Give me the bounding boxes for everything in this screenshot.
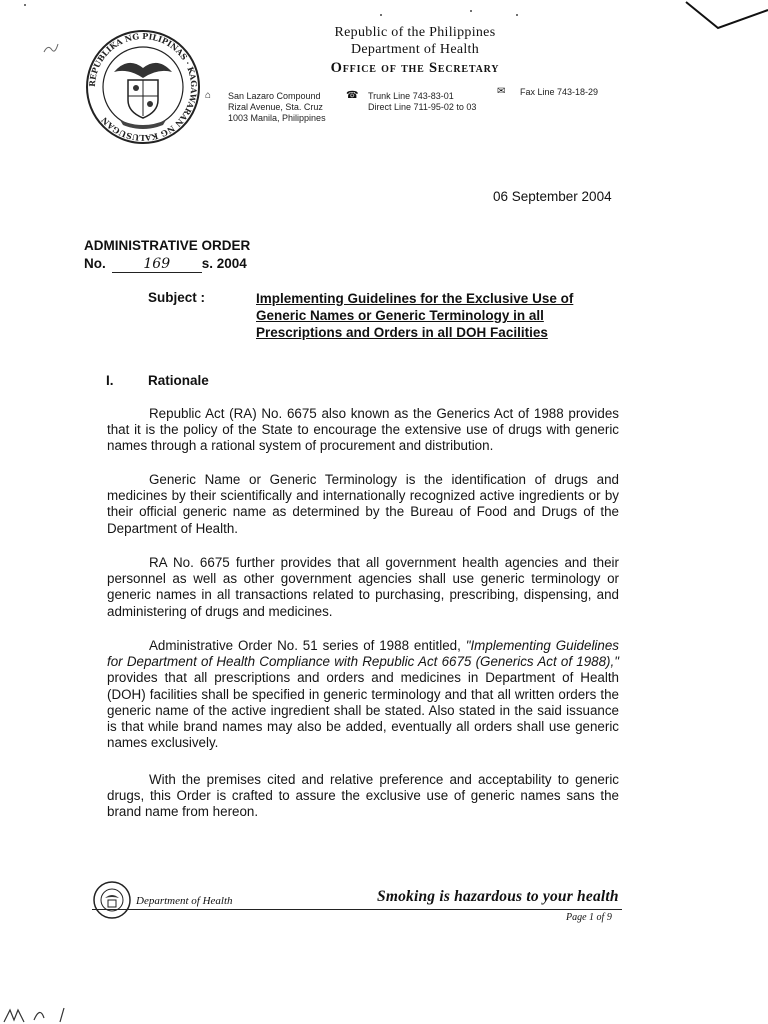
order-number-label: No. — [84, 256, 106, 271]
telephone-icon: ☎ — [346, 90, 359, 101]
address-line: Rizal Avenue, Sta. Cruz — [228, 102, 323, 112]
body-paragraph: Generic Name or Generic Terminology is the identification of drugs and medicines by their scientifically and internationally recognized active ingredients or by their official generic name as determined by the Bureau of Food and Drugs of the Department of Health. — [107, 472, 619, 536]
address-line: 1003 Manila, Philippines — [228, 113, 326, 123]
scan-speck — [516, 14, 518, 16]
footer-slogan: Smoking is hazardous to your health — [377, 888, 619, 905]
doh-seal-logo — [84, 28, 202, 146]
phone-line: Direct Line 711-95-02 to 03 — [368, 102, 477, 112]
body-paragraph: With the premises cited and relative preference and acceptability to generic drugs, this Order is crafted to assure the exclusive use of generic names sans the brand name from hereon. — [107, 772, 619, 820]
section-number: I. — [106, 373, 114, 388]
letterhead-department: Department of Health — [350, 42, 480, 57]
footer-seal-logo — [92, 880, 132, 920]
fax-icon: ✉ — [497, 86, 506, 97]
scan-speck — [380, 14, 382, 16]
order-number — [84, 256, 247, 273]
order-title: ADMINISTRATIVE ORDER — [84, 238, 251, 253]
paragraph-text: provides that all prescriptions and orders and medicines in Department of Health (DOH) facilities shall be specified in generic terminology and that all written orders the generic name of the active ingredient shall be stated. Also stated in the said issuance is that while brand names may also be added, eventually all orders shall use generic names exclusively. — [107, 670, 619, 751]
letterhead-office: Office of the Secretary — [330, 60, 500, 76]
footer-department: Department of Health — [136, 895, 233, 907]
paragraph-text: Administrative Order No. 51 series of 1988 entitled, — [149, 638, 466, 653]
handwritten-initials-mark — [0, 1000, 90, 1024]
scan-speck — [470, 10, 472, 12]
letterhead-republic: Republic of the Philippines — [334, 25, 496, 40]
body-paragraph: Republic Act (RA) No. 6675 also known as the Generics Act of 1988 provides that it is the policy of the State to encourage the extensive use of drugs with generic names through a rational system of procurement and distribution. — [107, 406, 619, 454]
address-line: San Lazaro Compound — [228, 91, 321, 101]
body-paragraph — [107, 638, 619, 751]
order-series: s. 2004 — [201, 256, 247, 271]
scan-speck — [24, 4, 26, 6]
scan-corner-mark — [678, 0, 768, 40]
fax-line: Fax Line 743-18-29 — [520, 87, 599, 97]
cited-title: "Implementing Guidelines for Department of Health Compliance with Republic Act 6675 (Generics Act of 1988)," — [107, 638, 619, 670]
phone-line: Trunk Line 743-83-01 — [368, 91, 454, 101]
scan-scribble-mark — [40, 38, 70, 58]
footer-divider — [92, 909, 622, 910]
svg-text:REPUBLIKA NG PILIPINAS · KAGAW: REPUBLIKA NG PILIPINAS · KAGAWARAN NG KALUSUGAN — [86, 30, 200, 144]
page-number: Page 1 of 9 — [566, 912, 612, 923]
order-number-handwritten: 169 — [112, 256, 202, 273]
building-icon: ⌂ — [205, 90, 212, 101]
section-title: Rationale — [148, 373, 209, 388]
document-date: 06 September 2004 — [493, 189, 612, 204]
subject-label: Subject : — [148, 290, 206, 305]
phone-block — [368, 91, 476, 113]
subject-text: Implementing Guidelines for the Exclusive Use of Generic Names or Generic Terminology in all Prescriptions and Orders in all DOH Facilities — [256, 291, 574, 340]
body-paragraph: RA No. 6675 further provides that all government health agencies and their personnel as well as other government agencies shall use generic terminology or generic names in all transactions related to purchasing, prescribing, dispensing, and administering of drugs and medicines. — [107, 555, 619, 619]
address-block — [228, 91, 326, 124]
